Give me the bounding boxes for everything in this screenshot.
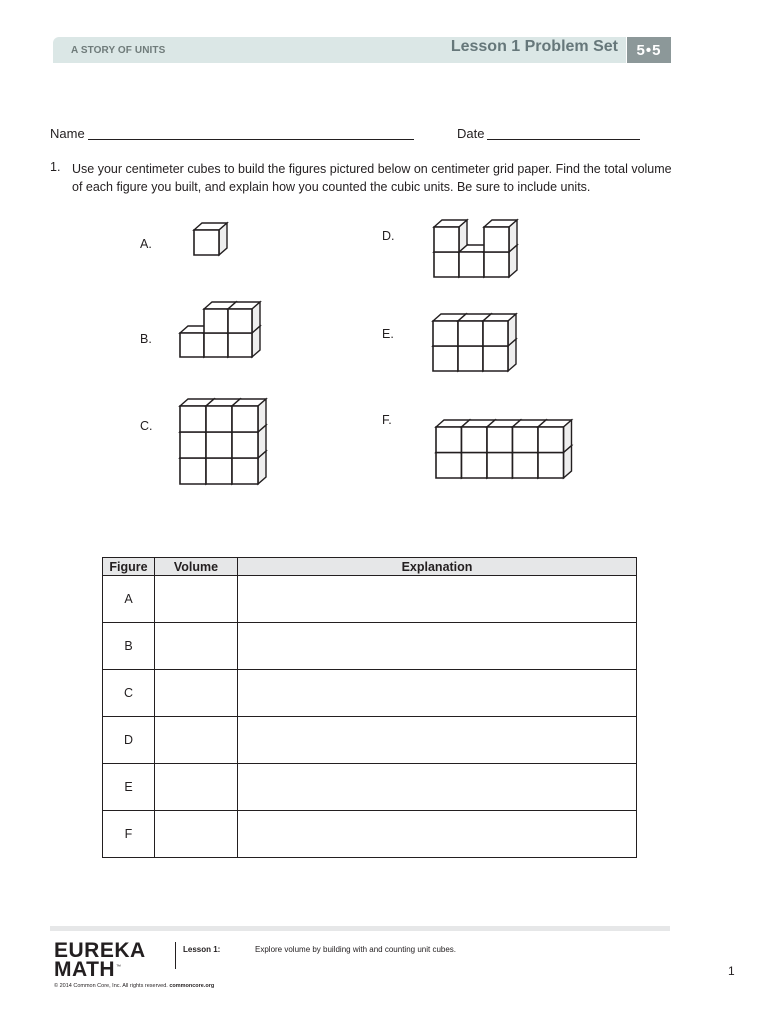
figure-b-cube-3-front [204,309,228,333]
volume-cell[interactable] [155,576,238,623]
column-header-figure: Figure [103,558,155,576]
volume-cell[interactable] [155,764,238,811]
problem-number: 1. [50,160,61,174]
figure-c-cube-5-front [232,432,258,458]
figure-label-e: E. [382,327,394,341]
explanation-cell[interactable] [238,717,637,764]
footer-copyright [54,983,214,989]
figure-f-cube-3-front [513,453,539,479]
figure-b-cube-0-front [180,333,204,357]
figure-c-cube-4-front [206,432,232,458]
figure-cell: F [103,811,155,858]
table-row [103,764,637,811]
eureka-logo-line2: MATH [54,958,116,981]
column-header-volume: Volume [155,558,238,576]
figure-cell: C [103,670,155,717]
figure-c-cube-2-front [232,458,258,484]
figure-f-cube-0-front [436,453,462,479]
lesson-title: Lesson 1 Problem Set [450,38,618,55]
explanation-cell[interactable] [238,764,637,811]
figure-f-cube-6-front [462,427,488,453]
figure-d-cube-3-front [434,227,459,252]
figure-label-a: A. [140,237,152,251]
figure-e-cube-4-front [458,321,483,346]
name-label: Name [50,126,85,141]
figure-f-cube-5-front [436,427,462,453]
footer-lesson-label: Lesson 1: [183,945,221,954]
eureka-logo-line1: EUREKA [54,939,146,962]
explanation-cell[interactable] [238,670,637,717]
problem-text: Use your centimeter cubes to build the figures pictured below on centimeter grid paper. Find the total volume of each figure you built, and explain how you counted the cubic units. Be sure to include units. [72,162,672,194]
figure-b-cube-1-front [204,333,228,357]
volume-table [102,557,637,858]
figure-d-cube-4-front [484,227,509,252]
explanation-cell[interactable] [238,623,637,670]
table-row [103,670,637,717]
figure-c-cube-0-front [180,458,206,484]
series-title: A STORY OF UNITS [71,45,166,56]
explanation-cell[interactable] [238,811,637,858]
footer-lesson-description: Explore volume by building with and counting unit cubes. [255,945,457,954]
figure-cell: D [103,717,155,764]
figure-cell: E [103,764,155,811]
copyright-site: commoncore.org [169,983,215,989]
table-row [103,717,637,764]
figure-b-cube-4-front [228,309,252,333]
figure-label-d: D. [382,229,395,243]
figure-f-cube-4-front [538,453,564,479]
figure-cell: B [103,623,155,670]
figure-d-cube-2-front [484,252,509,277]
volume-cell[interactable] [155,623,238,670]
trademark-mark: ™ [116,964,121,970]
figure-c-cube-7-front [206,406,232,432]
figure-d-cube-0-front [434,252,459,277]
figure-e-cube-2-front [483,346,508,371]
figure-f-cube-7-front [487,427,513,453]
volume-cell[interactable] [155,811,238,858]
figure-c-cube-6-front [180,406,206,432]
date-label: Date [457,126,485,141]
figure-b-cube-2-front [228,333,252,357]
figure-f-cube-1-front [462,453,488,479]
table-row [103,811,637,858]
footer-rule [50,926,670,931]
figure-c-cube-8-front [232,406,258,432]
figure-f-cube-8-front [513,427,539,453]
figure-cell: A [103,576,155,623]
figure-e-cube-3-front [433,321,458,346]
volume-cell[interactable] [155,670,238,717]
table-header-row [103,558,637,576]
figure-label-f: F. [382,413,392,427]
figure-f-cube-2-front [487,453,513,479]
figure-e-cube-1-front [458,346,483,371]
figure-c-cube-1-front [206,458,232,484]
footer-divider [175,942,176,969]
table-row [103,576,637,623]
figure-label-c: C. [140,419,153,433]
volume-cell[interactable] [155,717,238,764]
figure-d-cube-1-front [459,252,484,277]
figure-label-b: B. [140,332,152,346]
figure-c-cube-3-front [180,432,206,458]
figure-e-cube-5-front [483,321,508,346]
grade-module-badge: 5•5 [627,37,671,63]
page-number: 1 [728,964,735,978]
copyright-text: © 2014 Common Core, Inc. All rights reserved. [54,983,168,989]
figure-e-cube-0-front [433,346,458,371]
explanation-cell[interactable] [238,576,637,623]
figure-f-cube-9-front [538,427,564,453]
figure-a-cube-0-front [194,230,219,255]
column-header-explanation: Explanation [238,558,637,576]
table-row [103,623,637,670]
